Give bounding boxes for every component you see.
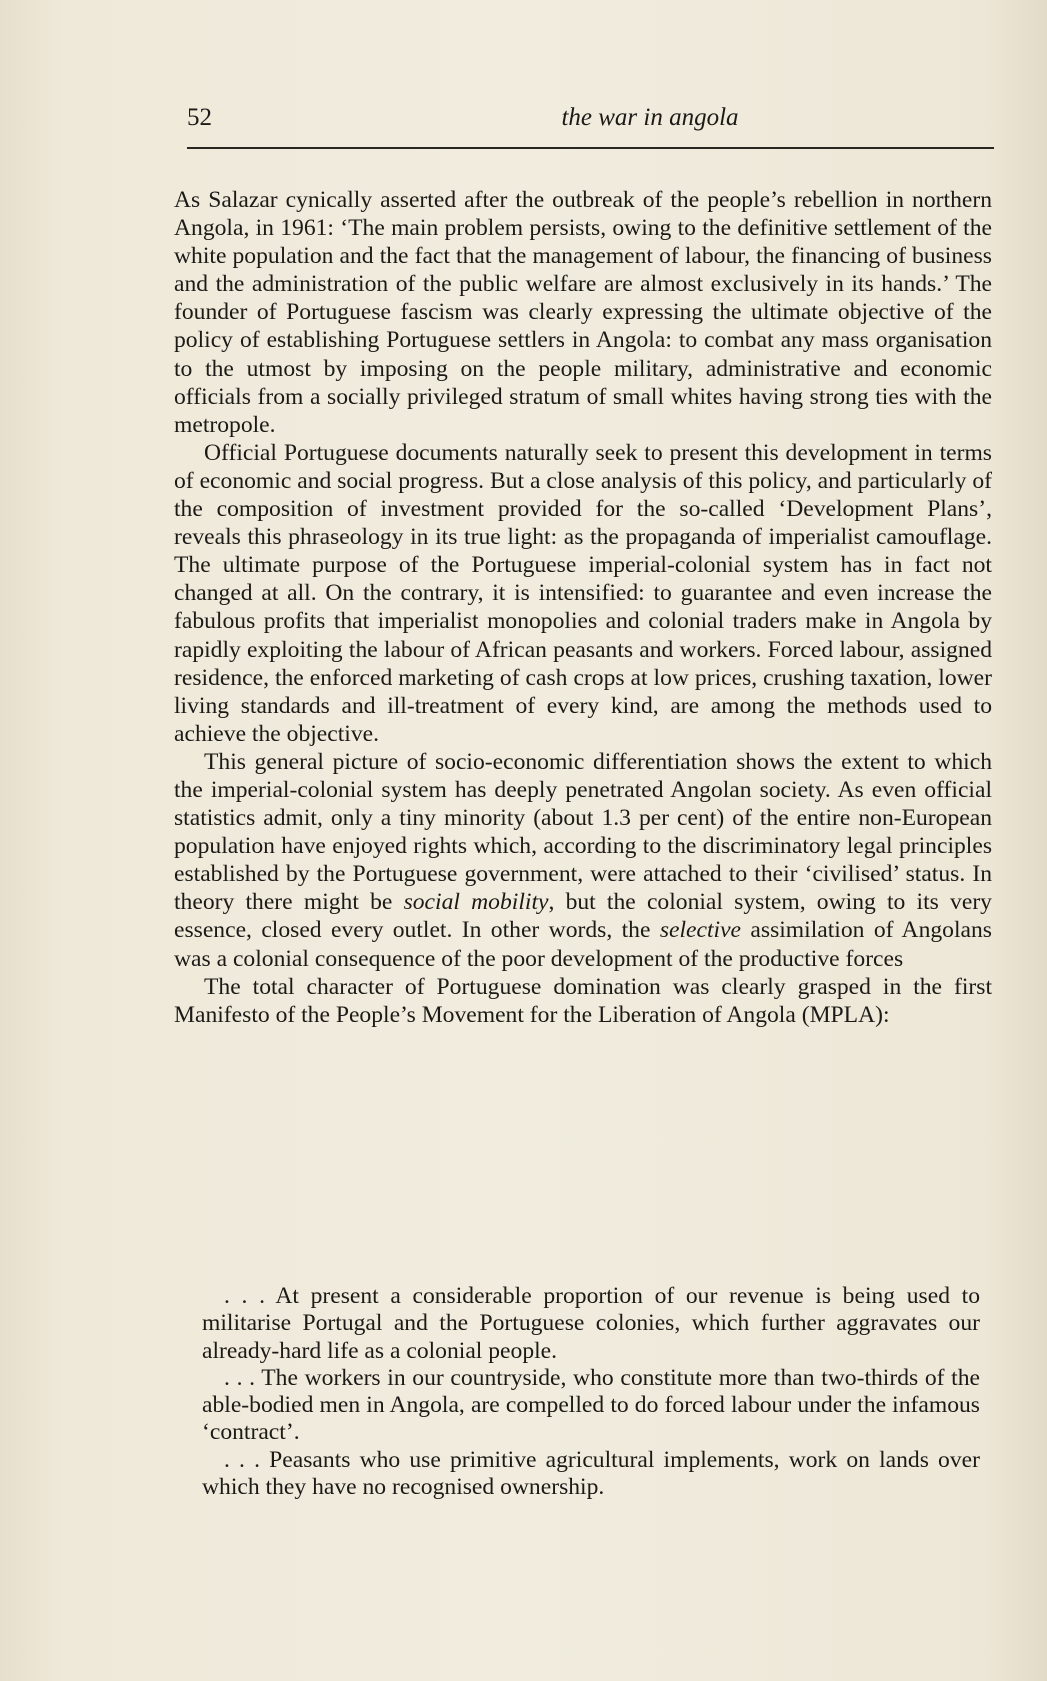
emphasis-social-mobility: social mobility xyxy=(403,889,549,916)
paragraph-3-text-c: assimilation of Angolans was a colonial consequence of the poor development of the productive forces xyxy=(174,917,992,972)
quote-paragraph-1: . . . At present a considerable proportion of our revenue is being used to militarise Portugal and the Portuguese colonies, which further aggravates our already-hard life as a colonial people. xyxy=(202,1283,980,1364)
paragraph-3-text-a: This general picture of socio-economic differentiation shows the extent to which the imperial-colonial system has deeply penetrated Angolan society. As even official statistics admit, only a tiny minority (about 1.3 per cent) of the entire non-European population have enjoyed rights which, according to the discriminatory legal principles established by the Portuguese government, were attached to their ‘civilised’ status. In theory there might be xyxy=(174,748,992,916)
page-number: 52 xyxy=(187,104,212,131)
paragraph-2: Official Portuguese documents naturally seek to present this development in terms of economic and social progress. But a close analysis of this policy, and particularly of the composition of investment provided for the so-called ‘Development Plans’, reveals this phraseology in its true light: as the propaganda of imperialist camouflage. The ultimate purpose of the Portuguese imperial-colonial system has in fact not changed at all. On the contrary, it is intensified: to guarantee and even increase the fabulous profits that imperialist monopolies and colonial traders make in Angola by rapidly exploiting the labour of African peasants and workers. Forced labour, assigned residence, the enforced marketing of cash crops at low prices, crushing taxation, lower living standards and ill-treatment of every kind, are among the methods used to achieve the objective. xyxy=(174,439,992,747)
running-title: the war in angola xyxy=(561,104,739,131)
quote-paragraph-2: . . . The workers in our countryside, who constitute more than two-thirds of the able-bodied men in Angola, are compelled to do forced labour under the infamous ‘contract’. xyxy=(202,1364,980,1446)
paragraph-1: As Salazar cynically asserted after the outbreak of the people’s rebellion in northern Angola, in 1961: ‘The main problem persists, owing to the definitive settlement of the white population and the fact that the management of labour, the financing of business and the administration of the public welfare are almost exclusively in its hands.’ The founder of Portuguese fascism was clearly expressing the ultimate objective of the policy of establishing Portuguese settlers in Angola: to combat any mass organisation to the utmost by imposing on the people military, administrative and economic officials from a socially privileged stratum of small whites having strong ties with the metropole. xyxy=(174,187,992,438)
body-text xyxy=(174,186,992,1029)
paragraph-3-text-b: , but the colonial system, owing to its very essence, closed every outlet. In other words, the xyxy=(174,889,992,944)
emphasis-selective: selective xyxy=(659,917,742,944)
paragraph-3 xyxy=(174,748,992,973)
block-quote xyxy=(202,1283,980,1501)
paragraph-4: The total character of Portuguese domination was clearly grasped in the first Manifesto of the People’s Movement for the Liberation of Angola (MPLA): xyxy=(174,973,992,1028)
page-header xyxy=(187,100,993,136)
quote-paragraph-3: . . . Peasants who use primitive agricultural implements, work on lands over which they have no recognised ownership. xyxy=(202,1446,980,1501)
header-rule xyxy=(187,147,994,149)
